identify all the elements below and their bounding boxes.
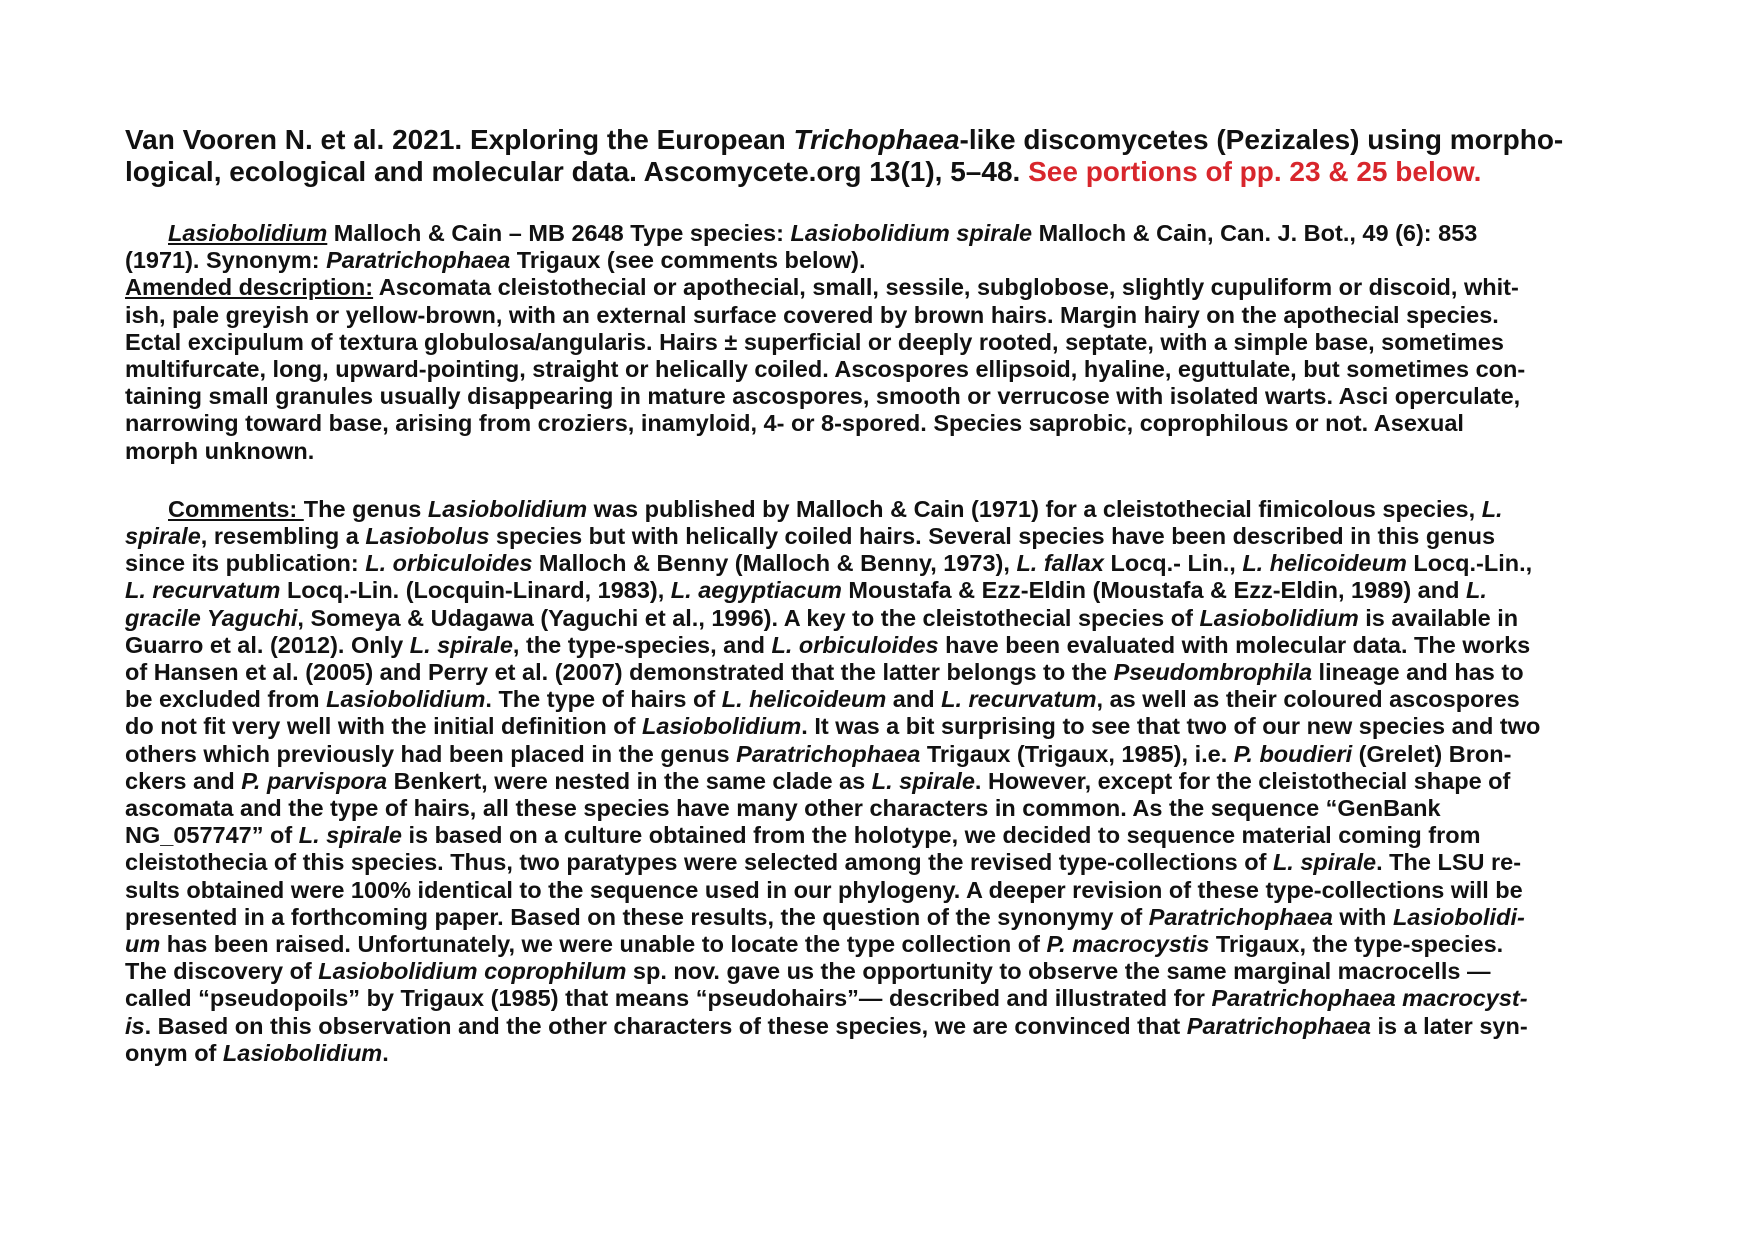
text-run: Locq.- Lin., — [1103, 550, 1243, 577]
text-run: with — [1332, 903, 1393, 930]
italic-text: Lasiobolidium — [326, 686, 486, 713]
text-line — [125, 247, 1640, 274]
text-run: is available in — [1358, 604, 1519, 631]
text-run: called “pseudopoils” by Trigaux (1985) that means “pseudohairs”— described and illustrated for — [125, 985, 1212, 1012]
italic-text: L. recurvatum — [125, 577, 281, 604]
italic-text: L. — [1466, 577, 1487, 604]
text-line — [125, 931, 1640, 958]
text-line — [125, 577, 1640, 604]
text-run: presented in a forthcoming paper. Based on these results, the question of the synonymy of — [125, 903, 1149, 930]
text-line — [125, 605, 1640, 632]
italic-text: L. orbiculoides — [771, 631, 939, 658]
text-line — [125, 686, 1640, 713]
text-line — [125, 274, 1640, 301]
text-run: be excluded from — [125, 686, 327, 713]
text-line — [125, 713, 1640, 740]
text-line — [125, 302, 1640, 329]
text-line — [125, 632, 1640, 659]
text-run: Guarro et al. (2012). Only — [125, 631, 410, 658]
italic-text: spirale — [125, 523, 201, 550]
text-run: since its publication: — [125, 550, 366, 577]
text-line — [125, 877, 1640, 904]
text-run: (Grelet) Bron- — [1352, 740, 1512, 767]
text-line — [125, 550, 1640, 577]
italic-text: Lasiobolidium — [642, 713, 802, 740]
italic-text: L. helicoideum — [1242, 550, 1407, 577]
document-page — [125, 124, 1640, 1067]
text-run: , Someya & Udagawa (Yaguchi et al., 1996). A key to the cleistothecial species of — [297, 604, 1200, 631]
italic-text: Paratrichophaea — [736, 740, 921, 767]
text-run: . However, except for the cleistothecial shape of — [974, 767, 1511, 794]
text-line — [125, 1013, 1640, 1040]
citation-heading — [125, 124, 1640, 188]
text-run: Locq.-Lin., — [1406, 550, 1533, 577]
text-run: have been evaluated with molecular data. The works — [938, 631, 1531, 658]
text-run: Amended description: — [125, 274, 374, 301]
italic-text: L. recurvatum — [941, 686, 1097, 713]
text-run: Trigaux (Trigaux, 1985), i.e. — [920, 740, 1234, 767]
italic-text: Trichophaea — [793, 124, 960, 155]
text-run: . It was a bit surprising to see that two of our new species and two — [801, 713, 1541, 740]
italic-text: Paratrichophaea — [1148, 903, 1333, 930]
italic-text: P. parvispora — [241, 767, 388, 794]
genus-description-paragraph — [125, 220, 1640, 465]
text-run: Trigaux, the type-species. — [1209, 931, 1504, 958]
italic-text: L. aegyptiacum — [670, 577, 842, 604]
italic-text: L. helicoideum — [721, 686, 887, 713]
text-line — [125, 1040, 1640, 1067]
italic-text: um — [125, 931, 161, 958]
text-run: Ectal excipulum of textura globulosa/angularis. Hairs ± superficial or deeply rooted, septate, with a simple base, sometimes — [125, 328, 1504, 355]
text-run: Locq.-Lin. (Locquin-Linard, 1983), — [280, 577, 671, 604]
comments-paragraph — [125, 496, 1640, 1067]
text-run: . The type of hairs of — [485, 686, 722, 713]
text-line — [125, 410, 1640, 437]
italic-text: L. spirale — [1272, 849, 1377, 876]
text-run: lineage and has to — [1312, 659, 1524, 686]
italic-text: Pseudombrophila — [1113, 659, 1313, 686]
text-line — [125, 496, 1640, 523]
text-line — [125, 356, 1640, 383]
text-run: Benkert, were nested in the same clade as — [387, 767, 872, 794]
text-run: logical, ecological and molecular data. Ascomycete.org 13(1), 5–48. — [125, 156, 1029, 187]
text-run: others which previously had been placed in the genus — [125, 740, 737, 767]
text-run: narrowing toward base, arising from croziers, inamyloid, 4- or 8-spored. Species saprobic, coprophilous or not. Asexual — [125, 410, 1464, 437]
italic-text: Lasiobolidium coprophilum — [318, 958, 627, 985]
italic-text: Lasiobolidium — [427, 495, 588, 522]
text-run: The genus — [303, 495, 428, 522]
text-run: of Hansen et al. (2005) and Perry et al. (2007) demonstrated that the latter belongs to the — [125, 659, 1114, 686]
text-run: Trigaux (see comments below). — [510, 247, 866, 274]
text-run: . The LSU re- — [1376, 849, 1522, 876]
text-run: NG_057747” of — [125, 822, 299, 849]
text-line — [125, 741, 1640, 768]
text-run: (1971). Synonym: — [125, 247, 327, 274]
text-run: -like discomycetes (Pezizales) using morpho- — [959, 124, 1564, 155]
text-run: , resembling a — [200, 523, 366, 550]
text-run: Comments: — [168, 495, 304, 522]
italic-text: Lasiobolidium — [1199, 604, 1359, 631]
italic-text: P. macrocystis — [1046, 931, 1210, 958]
text-run: . Based on this observation and the other characters of these species, we are convinced that — [144, 1012, 1187, 1039]
text-run: onym of — [125, 1039, 223, 1066]
text-line — [125, 795, 1640, 822]
italic-text: L. fallax — [1016, 550, 1104, 577]
text-line — [125, 124, 1640, 156]
text-run: Malloch & Benny (Malloch & Benny, 1973), — [532, 550, 1017, 577]
text-run: sp. nov. gave us the opportunity to observe the same marginal macrocells — — [626, 958, 1491, 985]
text-run: was published by Malloch & Cain (1971) for a cleistothecial fimicolous species, — [587, 495, 1482, 522]
text-run: do not fit very well with the initial definition of — [125, 713, 642, 740]
text-line — [125, 329, 1640, 356]
italic-text: L. spirale — [298, 822, 402, 849]
italic-text: Paratrichophaea — [326, 247, 511, 274]
text-line — [125, 768, 1640, 795]
italic-text: Lasiobolidium spirale — [790, 220, 1033, 246]
text-line — [125, 220, 1640, 247]
italic-text: L. orbiculoides — [365, 550, 533, 577]
highlight-text: See portions of pp. 23 & 25 below. — [1028, 156, 1482, 187]
italic-text: Paratrichophaea macrocyst- — [1211, 985, 1528, 1012]
italic-text: Paratrichophaea — [1186, 1012, 1371, 1039]
text-run: sults obtained were 100% identical to the sequence used in our phylogeny. A deeper revision of these type-collections will be — [125, 876, 1523, 903]
text-run: Van Vooren N. et al. 2021. Exploring the European — [125, 124, 794, 155]
italic-text: gracile Yaguchi — [125, 604, 298, 631]
text-run: is a later syn- — [1370, 1012, 1528, 1039]
text-line — [125, 523, 1640, 550]
italic-text: Lasiobolus — [365, 523, 490, 550]
italic-text: L. — [1481, 495, 1503, 522]
text-line — [125, 383, 1640, 410]
text-run: morph unknown. — [125, 437, 315, 464]
italic-text: L. spirale — [871, 767, 975, 794]
text-run: , the type-species, and — [512, 631, 772, 658]
text-line — [125, 985, 1640, 1012]
text-run: ckers and — [125, 767, 242, 794]
text-run: taining small granules usually disappearing in mature ascospores, smooth or verrucose with isolated warts. Asci operculate, — [125, 383, 1521, 410]
text-line — [125, 438, 1640, 465]
italic-text: is — [125, 1012, 145, 1039]
text-run: and — [886, 686, 942, 713]
text-line — [125, 904, 1640, 931]
text-line — [125, 659, 1640, 686]
italic-text: P. boudieri — [1233, 740, 1353, 767]
text-run: Malloch & Cain – MB 2648 Type species: — [327, 220, 791, 246]
text-run: Ascomata cleistothecial or apothecial, small, sessile, subglobose, slightly cupuliform or discoid, whit- — [373, 274, 1519, 301]
text-run: ish, pale greyish or yellow-brown, with an external surface covered by brown hairs. Margin hairy on the apothecial species. — [125, 301, 1499, 328]
italic-text: Lasiobolidium — [222, 1039, 383, 1066]
text-run: ascomata and the type of hairs, all these species have many other characters in common. As the sequence “GenBank — [125, 795, 1441, 822]
text-run: The discovery of — [125, 958, 319, 985]
text-run: cleistothecia of this species. Thus, two paratypes were selected among the revised type-collections of — [125, 849, 1273, 876]
text-run: has been raised. Unfortunately, we were unable to locate the type collection of — [160, 931, 1047, 958]
text-run: Malloch & Cain, Can. J. Bot., 49 (6): 853 — [1032, 220, 1478, 246]
italic-text: Lasiobolidium — [168, 220, 328, 246]
text-line — [125, 849, 1640, 876]
italic-text: L. spirale — [409, 631, 513, 658]
text-run: multifurcate, long, upward-pointing, straight or helically coiled. Ascospores ellipsoid, hyaline, eguttulate, but sometimes con- — [125, 356, 1526, 383]
text-run: is based on a culture obtained from the holotype, we decided to sequence material coming from — [401, 822, 1481, 849]
text-line — [125, 822, 1640, 849]
italic-text: Lasiobolidi- — [1392, 903, 1525, 930]
text-run: , as well as their coloured ascospores — [1096, 686, 1520, 713]
text-run: Moustafa & Ezz-Eldin (Moustafa & Ezz-Eldin, 1989) and — [841, 577, 1466, 604]
text-run: species but with helically coiled hairs. Several species have been described in this genus — [489, 523, 1496, 550]
text-line — [125, 156, 1640, 188]
text-run: . — [382, 1039, 389, 1066]
text-line — [125, 958, 1640, 985]
